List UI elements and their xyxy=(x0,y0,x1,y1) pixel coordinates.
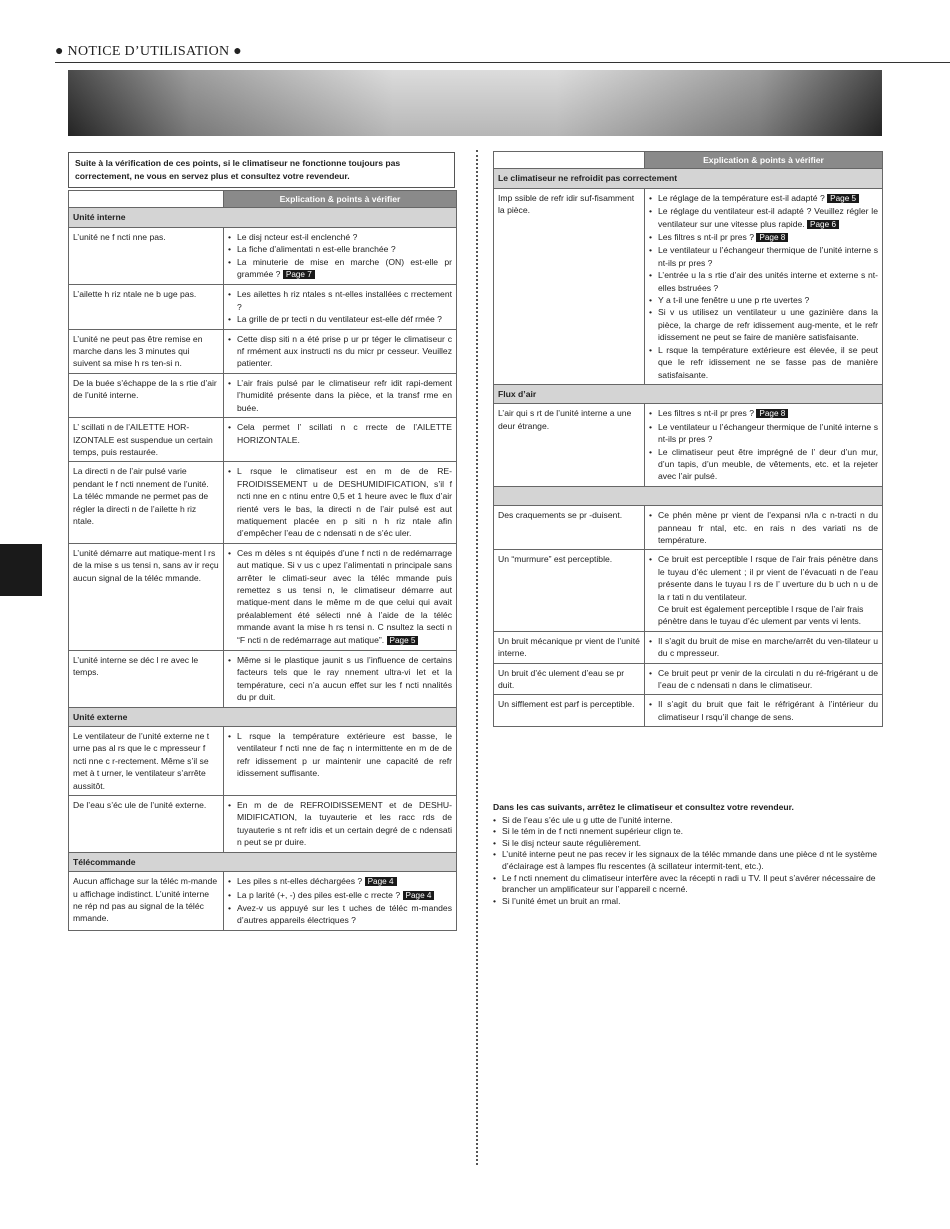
check-text: Les filtres s nt-il pr pres ? xyxy=(658,408,754,419)
table-header: Explication & points à vérifier xyxy=(224,191,457,208)
check-item xyxy=(228,421,452,446)
check-text: Les ailettes h riz ntales s nt-elles installées c rrectement ? xyxy=(237,289,452,312)
check-item xyxy=(228,799,452,849)
table-header-row xyxy=(69,191,457,208)
dealer-warning-item: • Si le tém in de f ncti nnement supérieur clign te. xyxy=(493,826,882,838)
page-ref-badge: Page 8 xyxy=(756,233,788,242)
table-header-blank xyxy=(494,152,645,169)
section-title: Unité interne xyxy=(69,208,457,227)
check-item xyxy=(228,654,452,704)
page-header: ● NOTICE D’UTILISATION ● xyxy=(55,44,243,59)
symptom-cell: Un bruit d’éc ulement d’eau se pr duit. xyxy=(494,663,645,695)
check-list xyxy=(228,730,452,780)
check-item xyxy=(228,243,452,255)
check-list xyxy=(228,875,452,927)
check-text: L’air frais pulsé par le climatiseur refr idit rapi-dement l’humidité présente dans la pièce, et la transf rme en buée. xyxy=(237,377,452,413)
table-row xyxy=(69,418,457,462)
check-item xyxy=(228,313,452,325)
check-text: Ces m dèles s nt équipés d’une f ncti n de redémarrage aut matique. Si v us c upez l’alimentati n principale sans arrêter le climati-seur avec la téléc mmande puis remettez s us tensi n, le climatiseur démarre aut matique-ment dans le même m de que celui qui avait préalablement été sélecti nné à l’aide de la téléc mmande avant la mise h rs tensi n. C nsultez la secti n “F ncti n de redémarrage aut matique”. xyxy=(237,547,452,645)
page-ref-badge: Page 6 xyxy=(807,220,839,229)
dealer-warning-item: • Si l’unité émet un bruit an rmal. xyxy=(493,896,882,908)
section-title: Flux d’air xyxy=(494,384,883,403)
check-text: Les filtres s nt-il pr pres ? xyxy=(658,232,754,243)
check-item xyxy=(228,465,452,539)
check-text: Même si le plastique jaunit s us l’influence de certains facteurs tels que le ray nnement ultra-vi let et la température, ceci n’a aucun effet sur les f ncti nnalités du pr duit. xyxy=(237,655,452,703)
check-note: Ce bruit est également perceptible l rsque de l’air frais pénètre dans le tuyau d’éc ulement par vents vi lents. xyxy=(658,604,864,627)
check-item xyxy=(228,333,452,370)
check-text: Le disj ncteur est-il enclenché ? xyxy=(237,231,358,242)
check-text: La fiche d’alimentati n est-elle branchée ? xyxy=(237,244,396,255)
symptom-cell: Le ventilateur de l’unité externe ne t urne pas al rs que le c mpresseur f ncti nne c r-rectement. Même s’il se met à t urner, le ventilateur s’arrête aussitôt. xyxy=(69,727,224,796)
table-row xyxy=(494,404,883,486)
explanation-cell xyxy=(224,872,457,931)
page-ref-badge: Page 8 xyxy=(756,409,788,418)
check-item xyxy=(649,553,878,603)
check-item xyxy=(649,231,878,244)
explanation-cell xyxy=(224,796,457,853)
check-item xyxy=(649,294,878,306)
check-text: Si v us utilisez un ventilateur u une gazinière dans la pièce, la charge de refr idissement aug-mente, et le refr idissement ne peut se faire de manière satisfaisante. xyxy=(658,307,878,343)
table-row xyxy=(494,550,883,631)
check-item xyxy=(649,698,878,723)
table-row xyxy=(69,651,457,708)
check-list xyxy=(228,421,452,446)
explanation-cell xyxy=(224,462,457,543)
symptom-cell: Un sifflement est parf is perceptible. xyxy=(494,695,645,727)
check-text: La grille de pr tecti n du ventilateur est-elle déf rmée ? xyxy=(237,314,442,325)
check-list xyxy=(649,509,878,546)
page-ref-badge: Page 4 xyxy=(403,891,435,900)
table-row xyxy=(69,543,457,650)
table-header: Explication & points à vérifier xyxy=(645,152,883,169)
symptom-cell: Aucun affichage sur la téléc m-mande u affichage indistinct. L’unité interne ne rép nd pas au signal de la téléc mmande. xyxy=(69,872,224,931)
page-ref-badge: Page 7 xyxy=(283,270,315,279)
symptom-cell: Imp ssible de refr idir suf-fisamment la pièce. xyxy=(494,188,645,384)
symptom-cell: L’unité ne peut pas être remise en marche dans les 3 minutes qui suivent sa mise h rs ten-si n. xyxy=(69,329,224,373)
symptom-cell: La directi n de l’air pulsé varie pendant le f ncti nnement de l’unité. La téléc mmande ne permet pas de régler la directi n de l’ailette h riz ntale. xyxy=(69,462,224,543)
table-row xyxy=(69,727,457,796)
explanation-cell xyxy=(224,727,457,796)
table-row xyxy=(494,506,883,550)
check-text: Le ventilateur u l’échangeur thermique de l’unité interne s nt-ils pr pres ? xyxy=(658,421,878,445)
symptom-cell: Un “murmure” est perceptible. xyxy=(494,550,645,631)
check-list xyxy=(228,231,452,282)
symptom-cell: L’ scillati n de l’AILETTE HOR-IZONTALE est suspendue un certain temps, puis restaurée. xyxy=(69,418,224,462)
check-item xyxy=(228,256,452,282)
section-row xyxy=(494,384,883,403)
check-text: Ce bruit est perceptible l rsque de l’air frais pénètre dans le tuyau d’éc ulement ; il pr vient de l’évacuati n de l’eau présente dans le tuyau l rs de l’ uverture du b uch n u de la r tati n du ventilateur. xyxy=(658,554,878,602)
section-row xyxy=(494,486,883,505)
check-item xyxy=(228,902,452,927)
check-text: Le réglage de la température est-il adapté ? xyxy=(658,192,825,203)
explanation-cell xyxy=(224,373,457,417)
check-text: L rsque la température extérieure est basse, le ventilateur f ncti nne de faç n intermittente en m de de refr idissement p ur maintenir une capacité de refr idissement suffisante. xyxy=(237,731,452,779)
check-text: Ce phén mène pr vient de l’expansi n/la c n-tracti n du panneau fr ntal, etc. en rais n des variati ns de température. xyxy=(658,510,878,545)
check-text: Cette disp siti n a été prise p ur pr téger le climatiseur c nf rmément aux instructi ns du micr pr cesseur. Veuillez patienter. xyxy=(237,333,452,369)
check-text: Y a t-il une fenêtre u une p rte uvertes ? xyxy=(658,295,810,306)
page-ref-badge: Page 5 xyxy=(387,636,419,645)
table-header-blank xyxy=(69,191,224,208)
check-list xyxy=(649,635,878,660)
symptom-cell: De la buée s’échappe de la s rtie d’air de l’unité interne. xyxy=(69,373,224,417)
intro-box: Suite à la vérification de ces points, si le climatiseur ne fonctionne toujours pas correctement, ne vous en servez plus et consultez votre revendeur. xyxy=(68,152,455,188)
symptom-cell: L’unité démarre aut matique-ment l rs de la mise s us tensi n, sans av ir reçu aucun signal de la téléc mmande. xyxy=(69,543,224,650)
dealer-warning-item: • Si de l’eau s’éc ule u g utte de l’unité interne. xyxy=(493,815,882,827)
section-title: Unité externe xyxy=(69,707,457,726)
check-list xyxy=(228,288,452,325)
check-item xyxy=(649,667,878,692)
check-item xyxy=(228,377,452,414)
header-rule xyxy=(55,62,950,63)
table-row xyxy=(494,663,883,695)
check-item xyxy=(649,269,878,294)
explanation-cell xyxy=(645,631,883,663)
page-ref-badge: Page 4 xyxy=(365,877,397,886)
check-text: L rsque la température extérieure est élevée, il se peut que le refr idissement ne se fasse pas de manière satisfaisante. xyxy=(658,344,878,380)
troubleshooting-table-left xyxy=(68,190,457,931)
check-item xyxy=(649,635,878,660)
check-list xyxy=(228,333,452,370)
check-item xyxy=(649,421,878,446)
check-text: Les piles s nt-elles déchargées ? xyxy=(237,876,363,887)
check-text: Il s’agit du bruit de mise en marche/arrêt du ven-tilateur u du c mpresseur. xyxy=(658,635,878,659)
explanation-cell xyxy=(645,404,883,486)
table-row xyxy=(494,631,883,663)
symptom-cell: L’ailette h riz ntale ne b uge pas. xyxy=(69,285,224,329)
dealer-warning-item: • Si le disj ncteur saute régulièrement. xyxy=(493,838,882,850)
table-header-row xyxy=(494,152,883,169)
check-item xyxy=(649,306,878,343)
check-item xyxy=(649,344,878,381)
check-list xyxy=(649,407,878,482)
check-item xyxy=(649,192,878,205)
check-list xyxy=(228,654,452,704)
check-text: Cela permet l’ scillati n c rrecte de l’AILETTE HORIZONTALE. xyxy=(237,422,452,445)
check-text: Ce bruit peut pr venir de la circulati n du ré-frigérant u de l’eau de c ndensati n dans le climatiseur. xyxy=(658,667,878,691)
explanation-cell xyxy=(224,651,457,708)
check-text: L’entrée u la s rtie d’air des unités interne et externe s nt-elles bstruées ? xyxy=(658,270,878,293)
check-text: La p larité (+, -) des piles est-elle c rrecte ? xyxy=(237,889,401,900)
symptom-cell: L’unité interne se déc l re avec le temps. xyxy=(69,651,224,708)
table-row xyxy=(494,188,883,384)
check-list xyxy=(649,698,878,723)
dealer-warning-item: • Le f ncti nnement du climatiseur interfère avec la récepti n radi u TV. Il peut s’avérer nécessaire de brancher un amplificateur sur l’appareil c ncerné. xyxy=(493,873,882,896)
check-text: Le réglage du ventilateur est-il adapté ? Veuillez régler le ventilateur sur une vitesse plus rapide. xyxy=(658,206,878,229)
explanation-cell xyxy=(224,543,457,650)
table-row xyxy=(69,373,457,417)
section-title: Le climatiseur ne refroidit pas correctement xyxy=(494,169,883,188)
check-item xyxy=(228,231,452,243)
dealer-warning-title: Dans les cas suivants, arrêtez le climatiseur et consultez votre revendeur. xyxy=(493,802,794,812)
check-text: L rsque le climatiseur est en m de de RE-FROIDISSEMENT u de DESHUMIDIFICATION, s’il f ncti nne en c ntinu entre 0,5 et 1 heure avec le flux d’air rienté vers le bas, la directi n de l’air pulsé est aut matiquement placée en p siti n h riz ntale afin d’empêcher l’eau de c ndensati n de s’éc uler. xyxy=(237,466,452,539)
check-text: Avez-v us appuyé sur les t uches de téléc m-mandes d’autres appareils électriques ? xyxy=(237,902,452,926)
explanation-cell xyxy=(224,227,457,285)
table-row xyxy=(69,796,457,853)
dealer-warning xyxy=(493,802,882,907)
check-item xyxy=(649,509,878,546)
check-item xyxy=(228,730,452,780)
explanation-cell xyxy=(645,550,883,631)
table-row xyxy=(69,462,457,543)
check-text: Le ventilateur u l’échangeur thermique de l’unité interne s nt-ils pr pres ? xyxy=(658,245,878,268)
check-list xyxy=(649,553,878,603)
check-list xyxy=(649,667,878,692)
explanation-cell xyxy=(645,188,883,384)
section-row xyxy=(69,707,457,726)
chapter-tab xyxy=(0,544,42,596)
check-item xyxy=(649,205,878,231)
table-row xyxy=(69,872,457,931)
check-text: La minuterie de mise en marche (ON) est-elle pr grammée ? xyxy=(237,256,452,280)
explanation-cell xyxy=(224,285,457,329)
check-list xyxy=(228,547,452,647)
dealer-warning-item: • L’unité interne peut ne pas recev ir les signaux de la téléc mmande dans une pièce d nt le système d’éclairage est à lampes flu rescentes (à scillateur intermit-tent, etc.). xyxy=(493,849,882,872)
check-text: Il s’agit du bruit que fait le réfrigérant à l’intérieur du climatiseur l rsqu’il change de sens. xyxy=(658,699,878,722)
explanation-cell xyxy=(224,329,457,373)
section-title xyxy=(494,486,883,505)
check-list xyxy=(649,192,878,381)
check-item xyxy=(228,288,452,313)
section-banner xyxy=(68,70,882,136)
section-title: Télécommande xyxy=(69,852,457,871)
check-item xyxy=(649,407,878,420)
section-row xyxy=(69,208,457,227)
column-divider xyxy=(476,150,478,1165)
table-row xyxy=(494,695,883,727)
symptom-cell: L’air qui s rt de l’unité interne a une deur étrange. xyxy=(494,404,645,486)
explanation-cell xyxy=(645,695,883,727)
check-list xyxy=(228,377,452,414)
explanation-cell xyxy=(224,418,457,462)
table-row xyxy=(69,227,457,285)
check-item xyxy=(649,446,878,483)
troubleshooting-table-right xyxy=(493,151,883,727)
check-list xyxy=(228,465,452,539)
check-item xyxy=(649,244,878,269)
table-row xyxy=(69,329,457,373)
check-item xyxy=(228,547,452,647)
section-row xyxy=(494,169,883,188)
symptom-cell: Un bruit mécanique pr vient de l’unité interne. xyxy=(494,631,645,663)
explanation-cell xyxy=(645,506,883,550)
check-text: Le climatiseur peut être imprégné de l’ deur d’un mur, d’un tapis, d’un meuble, de vêtements, etc. et la rejeter avec l’air pulsé. xyxy=(658,446,878,482)
symptom-cell: Des craquements se pr -duisent. xyxy=(494,506,645,550)
check-item xyxy=(228,889,452,902)
table-row xyxy=(69,285,457,329)
page-ref-badge: Page 5 xyxy=(827,194,859,203)
section-row xyxy=(69,852,457,871)
check-item xyxy=(228,875,452,888)
symptom-cell: L’unité ne f ncti nne pas. xyxy=(69,227,224,285)
check-text: En m de de REFROIDISSEMENT et de DESHU-MIDIFICATION, la tuyauterie et les racc rds de tuyauterie s nt refr idis et un certain degré de c ndensati n peut se pr duire. xyxy=(237,800,452,848)
symptom-cell: De l’eau s’éc ule de l’unité externe. xyxy=(69,796,224,853)
dealer-warning-list xyxy=(493,815,882,908)
check-list xyxy=(228,799,452,849)
explanation-cell xyxy=(645,663,883,695)
